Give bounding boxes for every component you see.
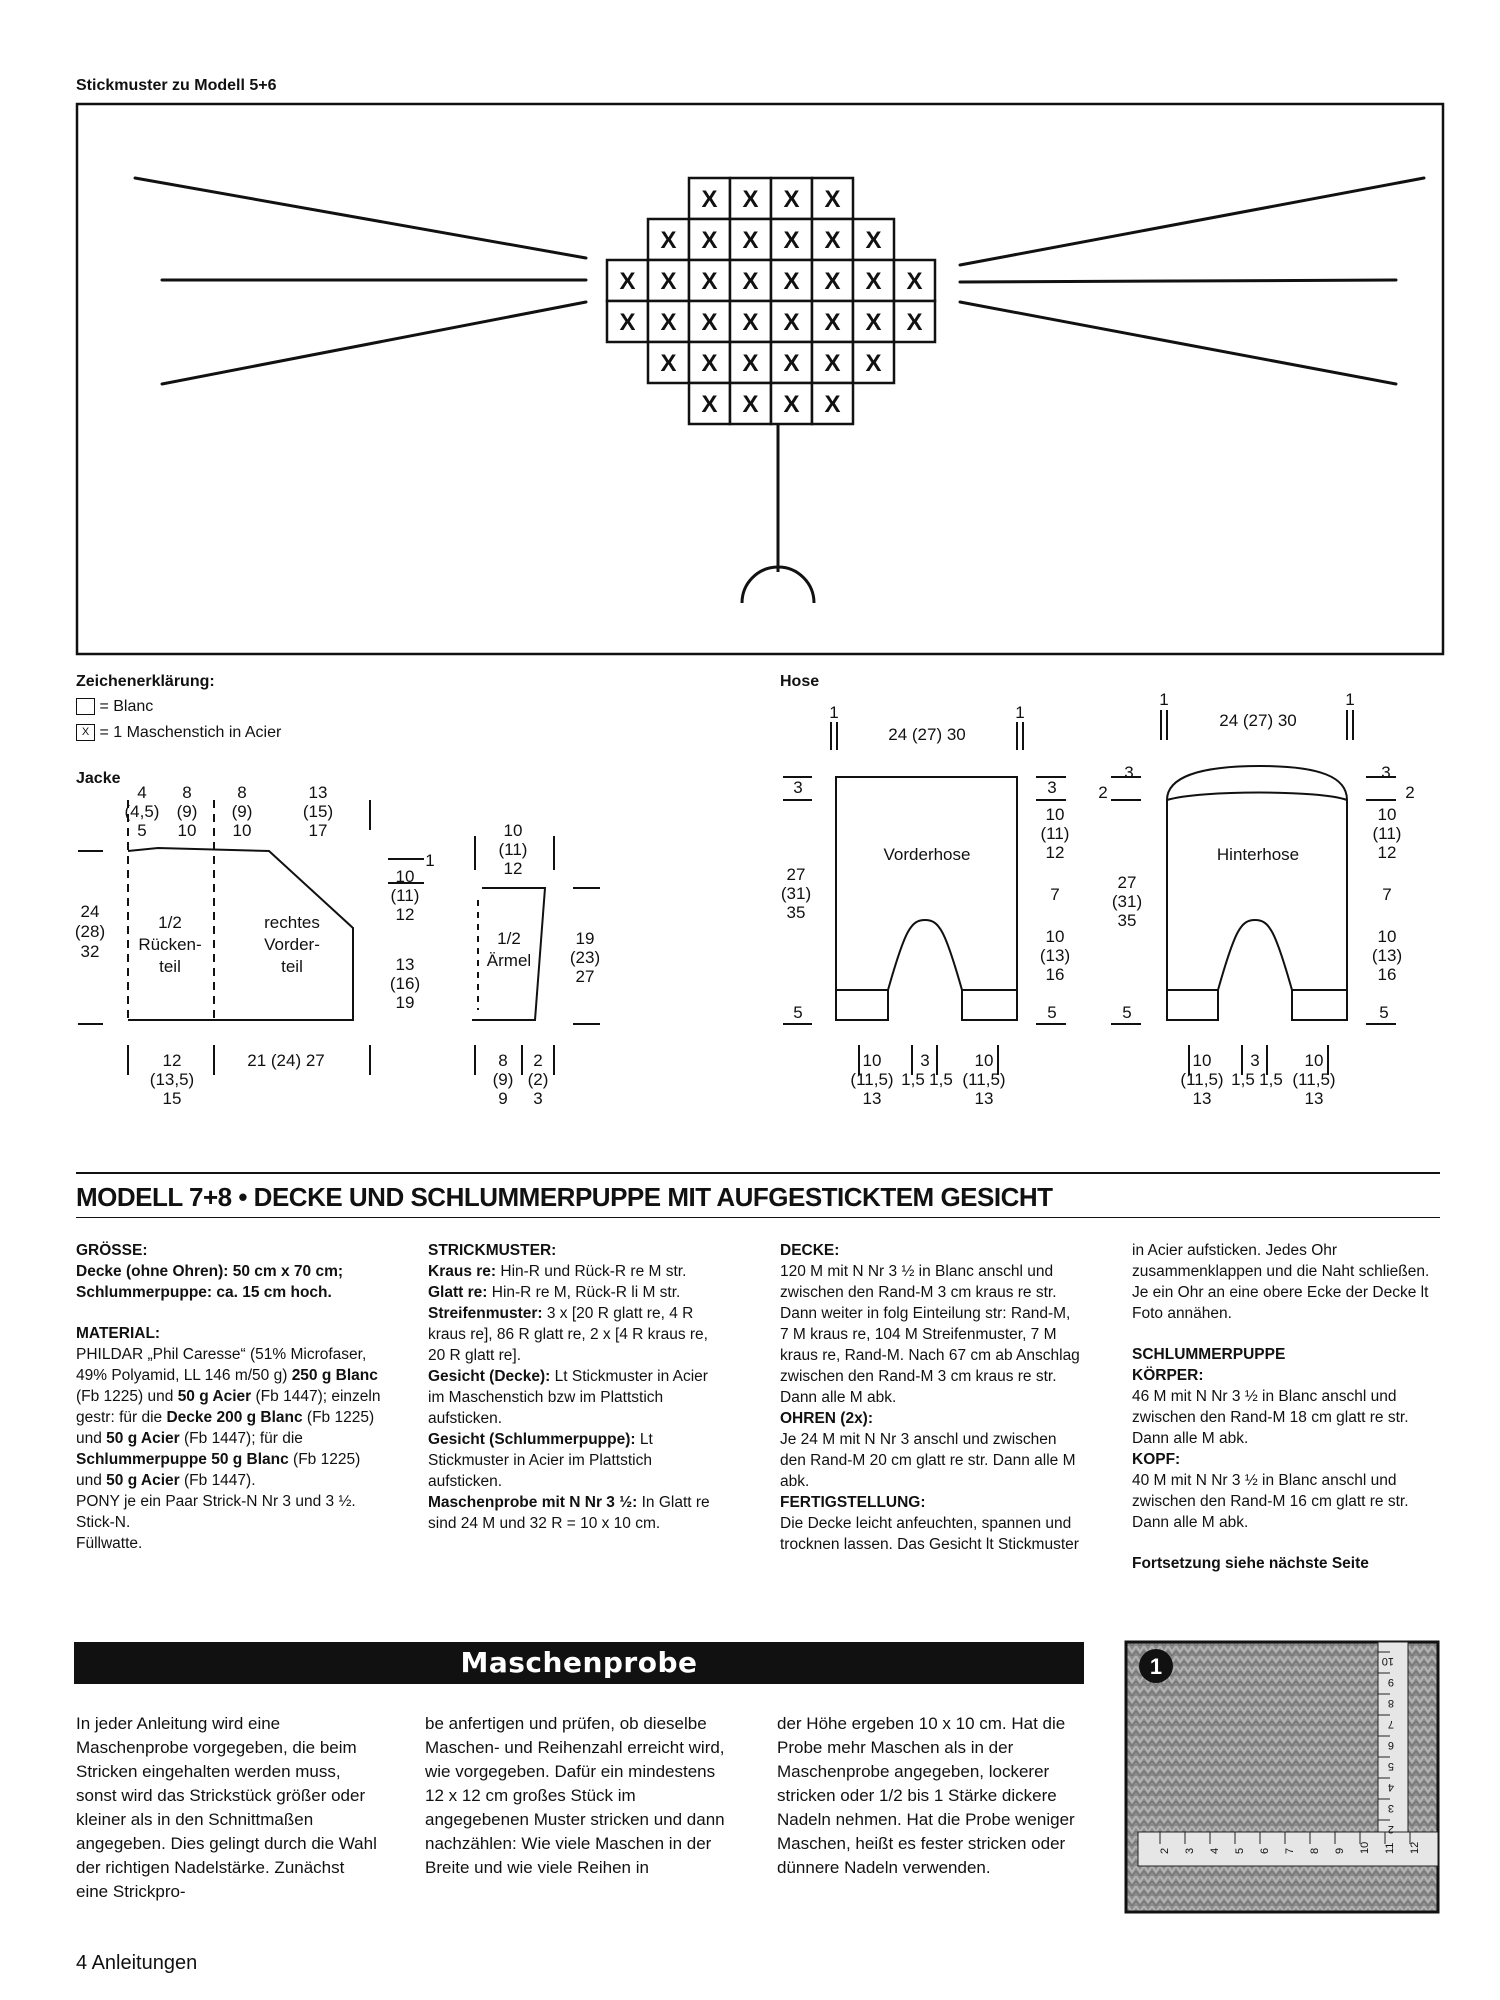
maschenprobe-banner: Maschenprobe: [74, 1642, 1084, 1684]
stitch-mark: X: [701, 268, 718, 295]
jacke-dim: (28): [74, 922, 106, 941]
section-name: Anleitungen: [91, 1952, 198, 1974]
hose-dim: 27: [786, 865, 806, 884]
ruler-number: 9: [1334, 1847, 1346, 1854]
sleeve-dim: 19: [575, 929, 595, 948]
hose-dim: 13: [1304, 1089, 1324, 1108]
hose-dim: 5: [1047, 1003, 1057, 1022]
fuell-text: Füllwatte.: [76, 1535, 143, 1552]
hose-dim: (11): [1040, 824, 1070, 843]
hose-dim: (13): [1039, 946, 1071, 965]
jacke-dim: 10: [232, 821, 252, 840]
stitch-mark: X: [660, 309, 677, 336]
sleeve-dim: (2): [527, 1070, 549, 1089]
jacke-dim: 13: [308, 783, 328, 802]
jacke-dim: 13: [395, 955, 415, 974]
hose-dim: 16: [1377, 965, 1397, 984]
ruler-number: 11: [1384, 1842, 1396, 1854]
stitch-mark: X: [906, 268, 923, 295]
ruler-number: 7: [1284, 1847, 1296, 1854]
column-1: GRÖSSE: Decke (ohne Ohren): 50 cm x 70 cm; Schlummerpuppe: ca. 15 cm hoch. MATERIAL: PHILDAR „Phil Caresse“ (51% Microfaser, 49% Polyamid, LL 146 m/50 g) 250 g Blanc (Fb 1225) und 50 g Acier (Fb 1447); einzeln gestr: für die Decke 200 g Blanc (Fb 1225) und 50 g Acier (Fb 1447); für die Schlummerpuppe 50 g Blanc (Fb 1225) und 50 g Acier (Fb 1447). PONY je ein Paar Strick-N Nr 3 und 3 ½. Stick-N. Füllwatte.: [76, 1240, 386, 1574]
jacke-dim: (9): [231, 802, 253, 821]
ruler-number: 8: [1309, 1847, 1321, 1854]
jacke-dim: (13,5): [149, 1070, 195, 1089]
hose-dim: 10: [1377, 927, 1397, 946]
gauge-photo: [1120, 1636, 1450, 1926]
stitch-mark: X: [783, 186, 800, 213]
sleeve-dim: 2: [533, 1051, 543, 1070]
hose-dim: 7: [1050, 885, 1060, 904]
hose-dim: 5: [1122, 1003, 1132, 1022]
hose-dim: 1: [1015, 703, 1025, 722]
sleeve-dim: (9): [492, 1070, 514, 1089]
maschenprobe-col-2: be anfertigen und prüfen, ob dieselbe Maschen- und Reihenzahl erreicht wird, wie vorgegeben. Dafür ein mindestens 12 x 12 cm großes Stück im angegebenen Muster stricken und dann nachzählen: Wie viele Maschen in der Breite und wie viele Reihen in: [425, 1714, 725, 1877]
pattern-title: Stickmuster zu Modell 5+6: [76, 77, 277, 94]
stitch-mark: X: [742, 350, 759, 377]
hose-dim: 1: [1159, 690, 1169, 709]
stitch-mark: X: [824, 227, 841, 254]
ohren-heading: OHREN (2x):: [780, 1410, 874, 1427]
hose-piece-label: Vorderhose: [883, 845, 971, 864]
ruler-number: 9: [1387, 1676, 1394, 1688]
hose-dim: (31): [780, 884, 812, 903]
stitch-mark: X: [824, 309, 841, 336]
ruler-number: 3: [1184, 1847, 1196, 1854]
sleeve-dim: 8: [498, 1051, 508, 1070]
jacke-dim: (15): [302, 802, 334, 821]
stitch-mark: X: [783, 350, 800, 377]
hose-dim: (11): [1372, 824, 1402, 843]
hose-dim: 7: [1382, 885, 1392, 904]
maschenprobe-col-1: In jeder Anleitung wird eine Maschenprobe vorgegeben, die beim Stricken eingehalten werden muss, sonst wird das Strickstück größer oder kleiner als in den Schnittmaßen angegeben. Dies gelingt durch die Wahl der richtigen Nadelstärke. Zunächst eine Strickpro-: [76, 1714, 377, 1901]
legend-mark: X = 1 Maschenstich in Acier: [76, 724, 281, 742]
pony-text: PONY je ein Paar Strick-N Nr 3 und 3 ½.: [76, 1493, 356, 1510]
decke-text: 120 M mit N Nr 3 ½ in Blanc anschl und zwischen den Rand-M 3 cm kraus re str. Dann weiter in folg Einteilung str: Rand-M, 7 M kraus re, 104 M Streifenmuster, 7 M kraus re, Rand-M. Nach 67 cm ab Anschlag zwischen den Rand-M 3 cm kraus re str. Dann alle M abk.: [780, 1263, 1080, 1406]
jacke-piece-label: teil: [281, 957, 303, 976]
hose-dim: 10: [862, 1051, 882, 1070]
jacke-dim: 21 (24) 27: [247, 1051, 325, 1070]
hose-dim: 12: [1377, 843, 1397, 862]
hose-dim: 1,5: [1231, 1070, 1255, 1089]
groesse-text: Decke (ohne Ohren): 50 cm x 70 cm; Schlummerpuppe: ca. 15 cm hoch.: [76, 1263, 344, 1301]
stitch-mark: X: [824, 391, 841, 418]
sleeve-label: Ärmel: [486, 951, 532, 970]
ruler-number: 4: [1387, 1781, 1394, 1793]
hose-dim: 1,5: [901, 1070, 925, 1089]
jacke-piece-label: rechtes: [264, 913, 320, 932]
hose-dim: 13: [1192, 1089, 1212, 1108]
jacke-dim: (4,5): [124, 802, 160, 821]
jacke-dim: 32: [80, 942, 100, 961]
stitch-mark: X: [701, 391, 718, 418]
jacke-dim: 12: [162, 1051, 182, 1070]
ruler-number: 8: [1387, 1697, 1394, 1709]
photo-badge-number: 1: [1149, 1654, 1163, 1679]
hose-dim: 1,5: [1259, 1070, 1283, 1089]
jacke-title: Jacke: [76, 770, 121, 787]
jacke-dim: (16): [389, 974, 421, 993]
jacke-dim: 10: [177, 821, 197, 840]
hose-dim: 16: [1045, 965, 1065, 984]
hose-dim: 10: [974, 1051, 994, 1070]
jacke-dim: 17: [308, 821, 328, 840]
fertig-heading: FERTIGSTELLUNG:: [780, 1494, 926, 1511]
column-3: [780, 1240, 1080, 1555]
divider: [76, 1217, 1440, 1218]
modell-heading: MODELL 7+8 • DECKE UND SCHLUMMERPUPPE MIT AUFGESTICKTEM GESICHT: [76, 1172, 1440, 1213]
legend-blank: = Blanc: [76, 698, 153, 716]
jacke-dim: 12: [395, 905, 415, 924]
stitch-mark: X: [742, 227, 759, 254]
sleeve-dim: 3: [533, 1089, 543, 1108]
ruler-number: 5: [1234, 1847, 1246, 1854]
hose-dim: 1: [829, 703, 839, 722]
hose-dim: (31): [1111, 892, 1143, 911]
whiskers-right: [960, 178, 1424, 384]
stitch-mark: X: [783, 391, 800, 418]
hose-dim: 3: [1047, 778, 1057, 797]
stitch-mark: X: [742, 186, 759, 213]
hose-dim: 10: [1304, 1051, 1324, 1070]
fertig-continued: in Acier aufsticken. Jedes Ohr zusammenklappen und die Naht schließen. Je ein Ohr an eine obere Ecke der Decke lt Foto annähen.: [1132, 1242, 1430, 1322]
stitch-mark: X: [783, 268, 800, 295]
stitch-mark: X: [701, 350, 718, 377]
fertig-text: Die Decke leicht anfeuchten, spannen und trocknen lassen. Das Gesicht lt Stickmuster: [780, 1515, 1079, 1553]
stitch-mark: X: [906, 309, 923, 336]
koerper-heading: KÖRPER:: [1132, 1367, 1204, 1384]
stitch-mark: X: [865, 309, 882, 336]
jacke-dim: (9): [176, 802, 198, 821]
stitch-mark: X: [660, 227, 677, 254]
hose-dim: 1: [1345, 690, 1355, 709]
hose-dim: 3: [1250, 1051, 1260, 1070]
sleeve-dim: 12: [503, 859, 523, 878]
sp-heading: SCHLUMMERPUPPE: [1132, 1346, 1286, 1363]
ruler-number: 12: [1409, 1841, 1421, 1854]
whiskers-left: [135, 178, 586, 384]
stitch-mark: X: [783, 309, 800, 336]
jacke-dim: 8: [237, 783, 247, 802]
sleeve-dim: 27: [575, 967, 595, 986]
hose-dim: 24 (27) 30: [888, 725, 966, 744]
stitch-mark: X: [865, 227, 882, 254]
hose-dim: 35: [786, 903, 806, 922]
hose-dim: 5: [793, 1003, 803, 1022]
hose-dim: 10: [1045, 927, 1065, 946]
page-footer: [76, 1952, 197, 1975]
jacke-dim: 5: [137, 821, 147, 840]
jacke-dim: 10: [395, 867, 415, 886]
hose-dim: 1,5: [929, 1070, 953, 1089]
hose-dim: 2: [1098, 783, 1108, 802]
hose-dim: (11,5): [1180, 1070, 1224, 1089]
decke-heading: DECKE:: [780, 1242, 840, 1259]
ruler-number: 10: [1359, 1841, 1371, 1854]
hose-diagram: [780, 710, 1396, 1075]
hose-dim: 10: [1045, 805, 1065, 824]
stitch-mark: X: [619, 268, 636, 295]
hose-piece-label: Hinterhose: [1216, 845, 1300, 864]
kopf-heading: KOPF:: [1132, 1451, 1181, 1468]
hose-dim: 10: [1377, 805, 1397, 824]
hose-title: Hose: [780, 673, 820, 690]
jacke-dim: 15: [162, 1089, 182, 1108]
hose-dim: 35: [1117, 911, 1137, 930]
sleeve-dim: 10: [503, 821, 523, 840]
ruler-number: 2: [1387, 1823, 1394, 1835]
stitch-mark: X: [865, 268, 882, 295]
ruler-number: 6: [1387, 1739, 1394, 1751]
hose-dim: 13: [974, 1089, 994, 1108]
sleeve-dim: 9: [498, 1089, 508, 1108]
stitch-mark: X: [742, 268, 759, 295]
jacke-dim: 1: [425, 851, 435, 870]
hose-dim: 10: [1192, 1051, 1212, 1070]
hose-dim: 3: [793, 778, 803, 797]
sleeve-dim: (11): [498, 840, 528, 859]
maschenprobe-col-3: der Höhe ergeben 10 x 10 cm. Hat die Probe mehr Maschen als in der Maschenprobe angegeben, lockerer stricken oder 1/2 bis 1 Stärke dickere Nadeln nehmen. Hat die Probe weniger Maschen, heißt es fester stricken oder dünnere Nadeln verwenden.: [777, 1714, 1075, 1877]
jacke-piece-label: teil: [159, 957, 181, 976]
stitch-mark: X: [824, 350, 841, 377]
jacke-dim: 24: [80, 902, 100, 921]
jacke-piece-label: Rücken-: [138, 935, 202, 954]
stitch-mark: X: [824, 268, 841, 295]
page-number: 4: [76, 1952, 88, 1974]
jacke-dim: 19: [395, 993, 415, 1012]
stitch-mark: X: [865, 350, 882, 377]
stitch-mark: X: [619, 309, 636, 336]
legend-title: Zeichenerklärung:: [76, 673, 215, 690]
groesse-heading: GRÖSSE:: [76, 1242, 148, 1259]
ohren-text: Je 24 M mit N Nr 3 anschl und zwischen den Rand-M 20 cm glatt re str. Dann alle M abk.: [780, 1431, 1076, 1490]
jacke-dim: 4: [137, 783, 147, 802]
hose-dim: 5: [1379, 1003, 1389, 1022]
hose-dim: 13: [862, 1089, 882, 1108]
jacke-piece-label: 1/2: [158, 913, 182, 932]
ruler-number: 7: [1387, 1718, 1394, 1730]
hose-dim: (11,5): [1292, 1070, 1336, 1089]
stitch-mark: X: [660, 268, 677, 295]
hose-dim: 2: [1405, 783, 1415, 802]
stick-text: Stick-N.: [76, 1514, 131, 1531]
mouth: [742, 423, 814, 603]
sleeve-dim: (23): [569, 948, 601, 967]
ruler-number: 5: [1387, 1760, 1394, 1772]
stitch-mark: X: [701, 309, 718, 336]
stitch-grid: [607, 178, 935, 424]
hose-dim: 3: [1381, 763, 1391, 782]
hose-dim: (13): [1371, 946, 1403, 965]
hose-dim: (11,5): [850, 1070, 894, 1089]
stitch-mark: X: [701, 227, 718, 254]
strickmuster-heading: STRICKMUSTER:: [428, 1242, 557, 1259]
ruler-number: 6: [1259, 1847, 1271, 1854]
hose-dim: 3: [1124, 763, 1134, 782]
continued-note: Fortsetzung siehe nächste Seite: [1132, 1555, 1369, 1572]
hose-dim: 27: [1117, 873, 1137, 892]
material-heading: MATERIAL:: [76, 1325, 161, 1342]
stitch-mark: X: [701, 186, 718, 213]
blank-box: [76, 698, 95, 715]
kopf-text: 40 M mit N Nr 3 ½ in Blanc anschl und zwischen den Rand-M 16 cm glatt re str. Dann alle M abk.: [1132, 1472, 1409, 1531]
column-2: STRICKMUSTER: Kraus re: Hin-R und Rück-R re M str. Glatt re: Hin-R re M, Rück-R li M str. Streifenmuster: 3 x [20 R glatt re, 4 R kraus re], 86 R glatt re, 2 x [4 R kraus re, 20 R glatt re]. Gesicht (Decke): Lt Stickmuster in Acier im Maschenstich bzw im Plattstich aufsticken. Gesicht (Schlummerpuppe): Lt Stickmuster in Acier im Plattstich aufsticken. Maschenprobe mit N Nr 3 ½: In Glatt re sind 24 M und 32 R = 10 x 10 cm.: [428, 1240, 728, 1534]
jacke-dim: 8: [182, 783, 192, 802]
ruler-number: 2: [1159, 1847, 1171, 1854]
hose-dim: 3: [920, 1051, 930, 1070]
stitch-mark: X: [660, 350, 677, 377]
jacke-dim: (11): [390, 886, 420, 905]
ruler-number: 4: [1209, 1847, 1221, 1854]
stitch-mark: X: [783, 227, 800, 254]
hose-dim: 12: [1045, 843, 1065, 862]
ruler-number: 10: [1381, 1655, 1394, 1667]
column-4: [1132, 1240, 1432, 1594]
stitch-mark: X: [824, 186, 841, 213]
sleeve-label: 1/2: [497, 929, 521, 948]
mark-box: X: [76, 724, 95, 741]
hose-dim: 24 (27) 30: [1219, 711, 1297, 730]
hose-dim: (11,5): [962, 1070, 1006, 1089]
stitch-mark: X: [742, 391, 759, 418]
ruler-number: 3: [1387, 1802, 1394, 1814]
koerper-text: 46 M mit N Nr 3 ½ in Blanc anschl und zwischen den Rand-M 18 cm glatt re str. Dann alle M abk.: [1132, 1388, 1409, 1447]
jacke-piece-label: Vorder-: [264, 935, 320, 954]
stitch-mark: X: [742, 309, 759, 336]
